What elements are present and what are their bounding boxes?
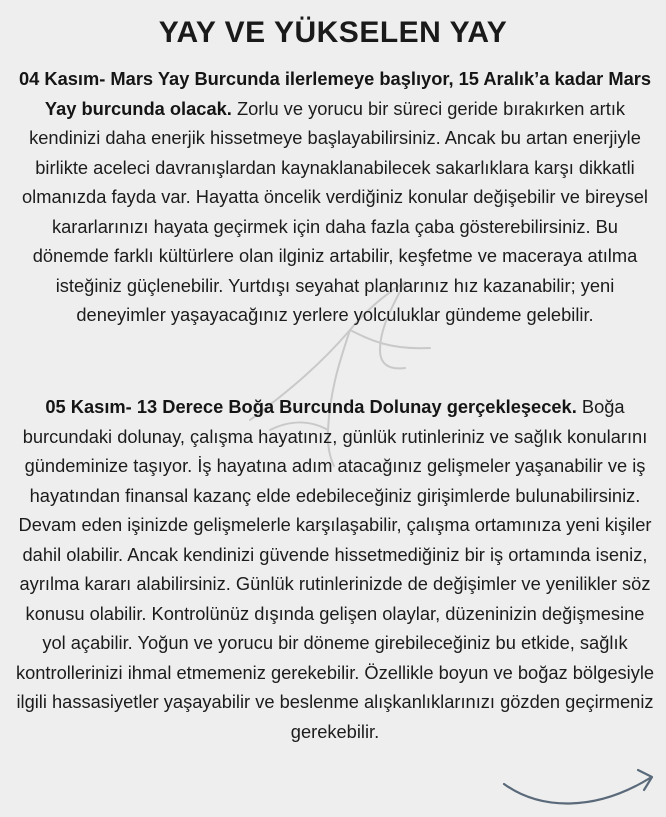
page-title: YAY VE YÜKSELEN YAY [158, 16, 508, 49]
section-mars-in-sagittarius [12, 64, 658, 330]
section-lead: 05 Kasım- 13 Derece Boğa Burcunda Dolunay gerçekleşecek. [45, 396, 577, 417]
section-lead: 04 Kasım- Mars Yay Burcunda ilerlemeye başlıyor, 15 Aralık’a kadar Mars Yay burcunda olacak. [18, 68, 652, 119]
curved-arrow-right-icon [500, 748, 666, 817]
section-full-moon-in-taurus [12, 392, 658, 746]
section-body: Zorlu ve yorucu bir süreci geride bırakırken artık kendinizi daha enerjik hissetmeye başlayabilirsiniz. Ancak bu artan enerjiyle birlikte aceleci davranışlardan kaynaklanabilecek sakarlıklara karşı dikkatli olmanızda fayda var. Hayatta öncelik verdiğiniz konular değişebilir ve bireysel kararlarınızı hayata geçirmek için daha fazla çaba gösterebilirsiniz. Bu dönemde farklı kültürlere olan ilginiz artabilir, keşfetme ve maceraya atılma isteğiniz güçlenebilir. Yurtdışı seyahat planlarınız hız kazanabilir; yeni deneyimler yaşayacağınız yerlere yolculuklar gündeme gelebilir. [22, 97, 648, 325]
section-body: Boğa burcundaki dolunay, çalışma hayatınız, günlük rutinleriniz ve sağlık konularını gündeminize taşıyor. İş hayatına adım atacağınız gelişmeler yaşanabilir ve iş hayatından finansal kazanç elde edebileceğiniz girişimlerde bulunabilirsiniz. Devam eden işinizde gelişmelerle karşılaşabilir, çalışma ortamınıza yeni kişiler dahil olabilir. Ancak kendinizi güvende hissetmediğiniz bir iş ortamında iseniz, ayrılma kararı alabilirsiniz. Günlük rutinlerinizde de değişimler ve yenilikler söz konusu olabilir. Kontrolünüz dışında gelişen olaylar, düzeninizin değişmesine yol açabilir. Yoğun ve yorucu bir döneme girebileceğiniz bu etkide, sağlık kontrollerinizi ihmal etmemeniz gerekebilir. Özellikle boyun ve boğaz bölgesiyle ilgili hassasiyetler yaşayabilir ve beslenme alışkanlıklarınızı gözden geçirmeniz gerekebilir. [15, 396, 655, 742]
